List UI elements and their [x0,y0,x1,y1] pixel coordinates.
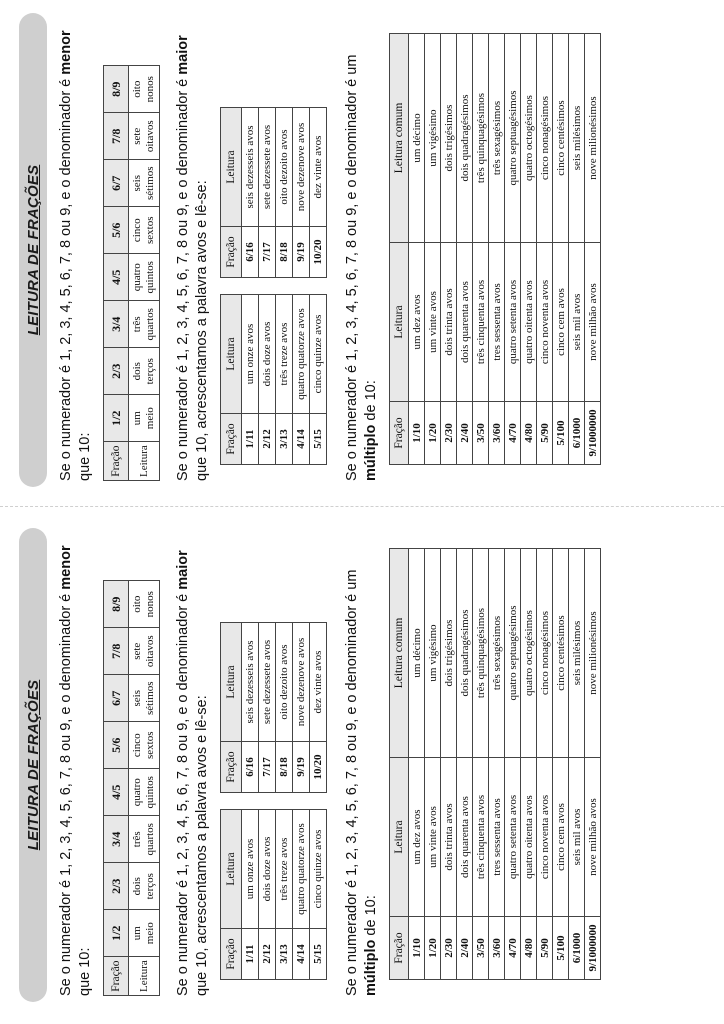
table-cell [259,278,276,295]
text: Se o numerador é 1, 2, 3, 4, 5, 6, 7, 8 ou 9, e o denominador é [58,74,74,481]
table-cell: dois quadragésimos [457,549,473,758]
table-cell: 3/4 [104,301,129,348]
table-cell: 5/15 [310,929,327,980]
table-cell: um vigésimo [425,34,441,243]
bold-keyword: múltiplo [363,939,379,996]
text: LEITURA DE FRAÇÕES [24,679,42,851]
table-row [457,549,473,980]
table-cell [242,278,259,295]
table-cell [129,816,160,863]
table-cell: cinco nonagésimos [537,549,553,758]
text: seis [131,174,143,192]
text: Se o numerador é 1, 2, 3, 4, 5, 6, 7, 8 ou 9, e o denominador é [175,74,191,481]
table-cell: 10/20 [310,227,327,278]
table-row [221,108,242,465]
text: meio [144,922,156,945]
table-cell: 6/1000 [569,402,585,465]
table-cell: três quinquagésimos [473,34,489,243]
table-cell: quatro quatorze avos [293,295,310,414]
table-cell [129,863,160,910]
table-cell [276,278,293,295]
table-row [585,549,601,980]
table-cell [129,675,160,722]
table-cell: 1/20 [425,402,441,465]
column-header: Fração [390,402,409,465]
text: nonos [144,76,156,103]
text: três [131,316,143,333]
text: terços [144,873,156,900]
table-cell: 6/7 [104,160,129,207]
table-cell [221,278,242,295]
table-cell: quatro setenta avos [505,243,521,402]
element [390,549,601,980]
text: terços [144,358,156,385]
table-cell: um vigésimo [425,549,441,758]
table-cell: nove milionésimos [585,549,601,758]
table-denominator-under-10 [103,580,160,996]
table-row [505,549,521,980]
table-cell: dois quarenta avos [457,758,473,917]
text: oitavos [144,120,156,153]
text: que 10: [77,947,93,996]
text: sextos [144,731,156,759]
table-cell: Leitura [129,442,160,481]
table-cell: quatro oitenta avos [521,758,537,917]
table-row [259,623,276,980]
table-cell: 1/20 [425,917,441,980]
table-cell: 5/6 [104,722,129,769]
table-cell: 8/9 [104,66,129,113]
table-row [569,34,585,465]
table-cell: 4/80 [521,917,537,980]
table-cell: 6/1000 [569,917,585,980]
table-cell: dois doze avos [259,295,276,414]
text: quartos [144,308,156,341]
table-row [457,34,473,465]
element [390,34,601,465]
table-cell: três sexagésimos [489,34,505,243]
table-cell: um dez avos [409,758,425,917]
table-cell: dois trinta avos [441,758,457,917]
table-cell [129,113,160,160]
table-cell: 4/5 [104,769,129,816]
table-row [553,549,569,980]
table-multiples-of-10 [389,33,601,465]
table-avos [220,622,327,980]
table-cell: dois quarenta avos [457,243,473,402]
table-cell [129,769,160,816]
text: quatro [131,263,143,292]
table-cell: quatro setenta avos [505,758,521,917]
table-cell: 7/8 [104,113,129,160]
worksheet-copy-1 [5,520,719,1010]
table-cell: dois trigésimos [441,34,457,243]
table-cell: 4/14 [293,414,310,465]
table-row [390,34,409,465]
table-cell: seis dezesseis avos [242,108,259,227]
table-row [425,549,441,980]
table-cell: dez vinte avos [310,108,327,227]
text: seis [131,689,143,707]
table-cell: sete dezessete avos [259,623,276,742]
table-cell: dois trigésimos [441,549,457,758]
table-cell: 10/20 [310,742,327,793]
table-row [537,549,553,980]
bold-keyword: maior [175,35,191,75]
table-cell: 3/50 [473,917,489,980]
table-cell: 1/2 [104,910,129,957]
bold-keyword: maior [175,550,191,590]
table-cell: cinco quinze avos [310,295,327,414]
column-header: Leitura [221,108,242,227]
table-cell [129,722,160,769]
table-cell: cinco quinze avos [310,810,327,929]
table-cell: 5/6 [104,207,129,254]
table-cell: 1/11 [242,414,259,465]
table-cell: 2/3 [104,863,129,910]
table-cell: 2/12 [259,414,276,465]
table-row [505,34,521,465]
column-header: Leitura comum [390,34,409,243]
table-cell: dois quadragésimos [457,34,473,243]
text: de 10: [363,380,379,425]
table-cell: três sexagésimos [489,549,505,758]
table-row [489,34,505,465]
table-cell: Fração [104,957,129,996]
table-cell: nove milhão avos [585,243,601,402]
text: nonos [144,591,156,618]
table-cell: sete dezessete avos [259,108,276,227]
table-cell: 9/19 [293,227,310,278]
table-cell: 9/1000000 [585,402,601,465]
table-cell: dois doze avos [259,810,276,929]
table-cell: cinco centésimos [553,34,569,243]
table-row [242,108,259,465]
table-cell: 9/19 [293,742,310,793]
table-cell: seis milésimos [569,34,585,243]
table-row [242,623,259,980]
table-cell: quatro septuagésimos [505,34,521,243]
worksheet-title [19,13,47,487]
text: Se o numerador é 1, 2, 3, 4, 5, 6, 7, 8 ou 9, e o denominador é um [344,54,360,481]
table-cell [310,278,327,295]
text: sete [131,642,143,660]
table-cell [129,395,160,442]
rule-greater-than-10 [174,15,212,481]
table-row [585,34,601,465]
table-cell: seis mil avos [569,243,585,402]
table-cell: 4/5 [104,254,129,301]
table-cell: cinco noventa avos [537,758,553,917]
table-cell: 5/90 [537,402,553,465]
table-cell: um décimo [409,549,425,758]
element [104,66,160,481]
worksheet-title [19,528,47,1002]
rule-smaller-than-10 [57,15,95,481]
column-header: Fração [221,227,242,278]
text: sete [131,127,143,145]
text: meio [144,407,156,430]
text: quintos [144,261,156,294]
table-cell: 6/7 [104,675,129,722]
table-cell: tres sessenta avos [489,758,505,917]
table-cell [129,207,160,254]
table-cell: 1/11 [242,929,259,980]
table-row [129,581,160,996]
table-cell: 4/70 [505,917,521,980]
table-cell: 3/60 [489,917,505,980]
element [221,623,327,980]
table-cell [129,348,160,395]
text: um [131,411,143,426]
table-cell: um dez avos [409,243,425,402]
column-header: Leitura [221,810,242,929]
table-cell: nove milionésimos [585,34,601,243]
table-row [521,549,537,980]
table-denominator-under-10 [103,65,160,481]
table-cell: 6/16 [242,227,259,278]
table-cell: quatro septuagésimos [505,549,521,758]
table-row [129,66,160,481]
table-row [104,581,129,996]
table-cell: dois trinta avos [441,243,457,402]
column-header: Leitura [221,295,242,414]
table-cell [129,581,160,628]
rule-multiple-of-10 [343,15,381,481]
text: oito [131,595,143,613]
table-cell: 8/18 [276,227,293,278]
column-header: Fração [221,929,242,980]
table-cell: um onze avos [242,810,259,929]
table-row [293,623,310,980]
text: três [131,831,143,848]
text: LEITURA DE FRAÇÕES [24,164,42,336]
table-cell [221,793,242,810]
table-cell [242,793,259,810]
table-cell: 3/60 [489,402,505,465]
table-cell: 7/8 [104,628,129,675]
rule-smaller-than-10 [57,530,95,996]
table-cell: três cinquenta avos [473,243,489,402]
table-avos [220,107,327,465]
table-row [489,549,505,980]
column-header: Leitura comum [390,549,409,758]
text: quatro [131,778,143,807]
table-cell: nove dezenove avos [293,623,310,742]
table-cell: três quinquagésimos [473,549,489,758]
text: quartos [144,823,156,856]
table-row [409,549,425,980]
text: sétimos [144,166,156,201]
table-cell: 1/10 [409,917,425,980]
table-cell: 4/80 [521,402,537,465]
table-cell: três cinquenta avos [473,758,489,917]
table-row [569,549,585,980]
text: que 10, acrescentamos a palavra avos e lê-se: [194,180,210,481]
text: Se o numerador é 1, 2, 3, 4, 5, 6, 7, 8 ou 9, e o denominador é [58,589,74,996]
text: sétimos [144,681,156,716]
table-cell: 5/15 [310,414,327,465]
table-cell [259,793,276,810]
table-cell: um vinte avos [425,243,441,402]
table-cell: 2/30 [441,917,457,980]
table-cell: quatro octogésimos [521,549,537,758]
element [104,581,160,996]
table-cell: 2/12 [259,929,276,980]
table-cell: 1/2 [104,395,129,442]
table-row [259,108,276,465]
table-cell: três treze avos [276,295,293,414]
table-cell: 3/13 [276,414,293,465]
table-cell: 5/100 [553,917,569,980]
text: cinco [131,733,143,758]
table-row [473,549,489,980]
table-cell: cinco nonagésimos [537,34,553,243]
table-cell: quatro quatorze avos [293,810,310,929]
text: que 10: [77,432,93,481]
text: sextos [144,216,156,244]
text: quintos [144,776,156,809]
table-cell [276,793,293,810]
table-row [521,34,537,465]
table-cell [129,910,160,957]
table-cell [129,160,160,207]
rule-greater-than-10 [174,530,212,996]
table-cell: 7/17 [259,227,276,278]
bold-keyword: múltiplo [363,424,379,481]
table-cell: cinco noventa avos [537,243,553,402]
table-row [553,34,569,465]
table-row [441,549,457,980]
column-header: Leitura [390,243,409,402]
table-cell: 2/30 [441,402,457,465]
table-cell: seis dezesseis avos [242,623,259,742]
table-row [104,66,129,481]
worksheet-copy-2 [5,5,719,495]
column-header: Fração [221,742,242,793]
table-cell: Fração [104,442,129,481]
table-cell: seis milésimos [569,549,585,758]
element [221,108,327,465]
table-cell: Leitura [129,957,160,996]
table-cell: dez vinte avos [310,623,327,742]
table-row [310,108,327,465]
table-cell: um onze avos [242,295,259,414]
table-cell: três treze avos [276,810,293,929]
table-cell: 2/40 [457,402,473,465]
table-row [425,34,441,465]
table-cell: 5/100 [553,402,569,465]
table-cell: nove dezenove avos [293,108,310,227]
table-cell [129,254,160,301]
column-header: Leitura [390,758,409,917]
table-cell: 2/40 [457,917,473,980]
text: Se o numerador é 1, 2, 3, 4, 5, 6, 7, 8 ou 9, e o denominador é [175,589,191,996]
column-header: Fração [221,414,242,465]
table-row [473,34,489,465]
table-cell: 9/1000000 [585,917,601,980]
table-cell: 8/9 [104,581,129,628]
table-row [293,108,310,465]
table-cell: 6/16 [242,742,259,793]
table-cell: tres sessenta avos [489,243,505,402]
table-cell [129,628,160,675]
table-cell [293,793,310,810]
table-cell: 5/90 [537,917,553,980]
table-cell: um vinte avos [425,758,441,917]
table-cell: 4/70 [505,402,521,465]
table-cell: 4/14 [293,929,310,980]
table-cell: 7/17 [259,742,276,793]
table-cell: nove milhão avos [585,758,601,917]
table-cell: oito dezoito avos [276,623,293,742]
table-cell: 3/13 [276,929,293,980]
text: Se o numerador é 1, 2, 3, 4, 5, 6, 7, 8 ou 9, e o denominador é um [344,569,360,996]
table-cell: 8/18 [276,742,293,793]
rule-multiple-of-10 [343,530,381,996]
column-header: Fração [390,917,409,980]
column-header: Leitura [221,623,242,742]
table-row [276,108,293,465]
table-cell: cinco cem avos [553,758,569,917]
table-cell: quatro oitenta avos [521,243,537,402]
table-cell [310,793,327,810]
table-cell: um décimo [409,34,425,243]
table-row [310,623,327,980]
text: que 10, acrescentamos a palavra avos e lê-se: [194,695,210,996]
text: oitavos [144,635,156,668]
table-cell: quatro octogésimos [521,34,537,243]
table-cell: oito dezoito avos [276,108,293,227]
bold-keyword: menor [58,545,74,590]
table-cell: cinco centésimos [553,549,569,758]
table-cell: 3/50 [473,402,489,465]
table-cell [129,66,160,113]
text: cinco [131,218,143,243]
table-cell: 3/4 [104,816,129,863]
table-row [221,623,242,980]
table-cell: 1/10 [409,402,425,465]
table-cell [293,278,310,295]
text: um [131,926,143,941]
page-divider [0,506,724,507]
text: dois [131,362,143,381]
table-cell: cinco cem avos [553,243,569,402]
text: oito [131,80,143,98]
table-row [276,623,293,980]
text: dois [131,877,143,896]
bold-keyword: menor [58,30,74,75]
table-row [409,34,425,465]
table-cell: 2/3 [104,348,129,395]
table-cell [129,301,160,348]
text: de 10: [363,895,379,940]
table-cell: seis mil avos [569,758,585,917]
table-row [537,34,553,465]
table-multiples-of-10 [389,548,601,980]
table-row [441,34,457,465]
table-row [390,549,409,980]
